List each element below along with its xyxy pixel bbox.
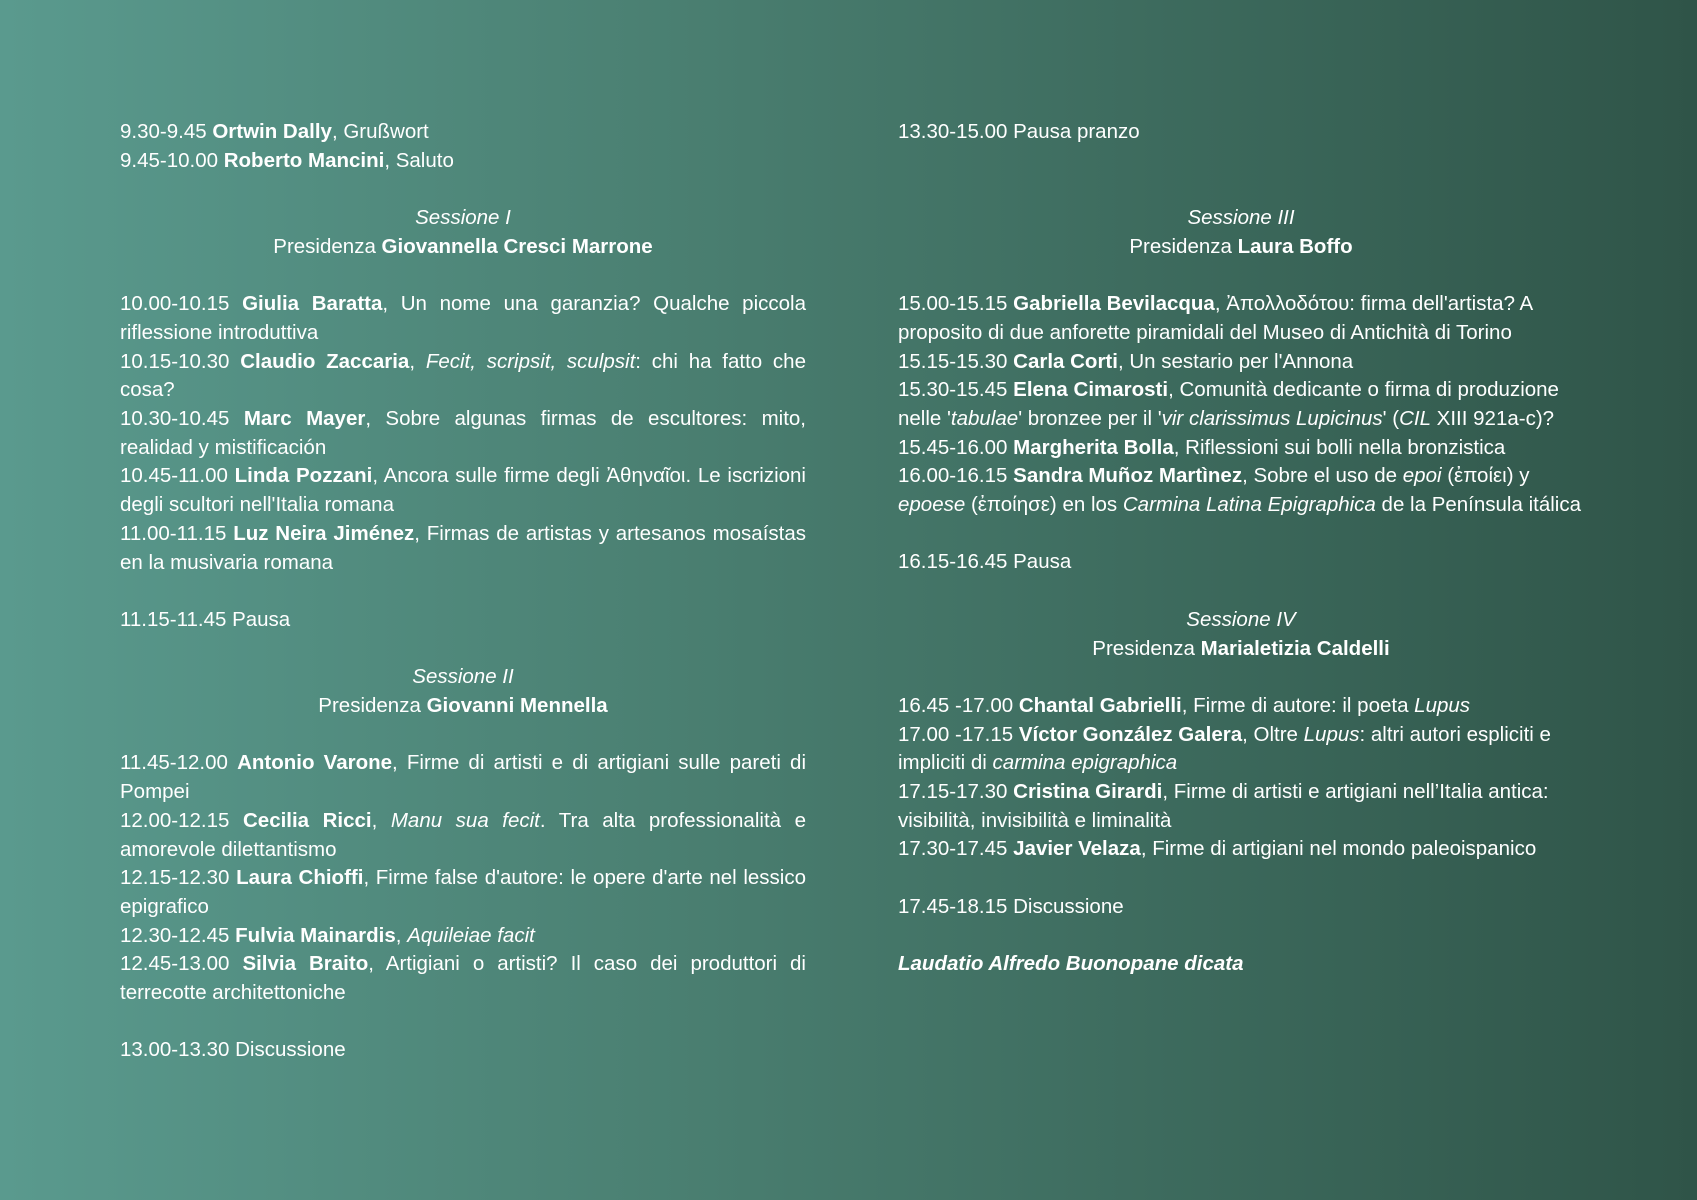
- speaker-name: Fulvia Mainardis: [235, 923, 396, 947]
- speaker-name: Javier Velaza: [1013, 837, 1141, 861]
- program-item: 16.00-16.15 Sandra Muñoz Martìnez, Sobre el uso de epoi (ἐποίει) y epoese (ἐποίησε) en los Carmina Latina Epigraphica de la Península itálica: [898, 464, 1581, 517]
- speaker-name: Gabriella Bevilacqua: [1013, 292, 1215, 316]
- program-item: 11.45-12.00 Antonio Varone, Firme di artisti e di artigiani sulle pareti di Pompei: [120, 751, 806, 804]
- session-chair: Presidenza Laura Boffo: [1129, 234, 1353, 258]
- program-item: 10.15-10.30 Claudio Zaccaria, Fecit, scripsit, sculpsit: chi ha fatto che cosa?: [120, 349, 806, 402]
- speaker-name: Sandra Muñoz Martìnez: [1013, 464, 1243, 488]
- program-item: 15.45-16.00 Margherita Bolla, Riflessioni sui bolli nella bronzistica: [898, 435, 1506, 459]
- program-item: 17.00 -17.15 Víctor González Galera, Oltre Lupus: altri autori espliciti e impliciti di carmina epigraphica: [898, 722, 1551, 775]
- program-item: 17.30-17.45 Javier Velaza, Firme di artigiani nel mondo paleoispanico: [898, 837, 1537, 861]
- pause-item: 11.15-11.45 Pausa: [120, 607, 291, 631]
- speaker-name: Claudio Zaccaria: [240, 349, 410, 373]
- speaker-name: Marc Mayer: [243, 407, 366, 430]
- program-item: 16.45 -17.00 Chantal Gabrielli, Firme di autore: il poeta Lupus: [898, 693, 1471, 717]
- speaker-name: Giulia Baratta: [242, 292, 383, 316]
- program-item: 15.15-15.30 Carla Corti, Un sestario per l'Annona: [898, 349, 1354, 373]
- program-item: 12.45-13.00 Silvia Braito, Artigiani o artisti? Il caso dei produttori di terrecotte architettoniche: [120, 952, 806, 1005]
- program-item: 12.30-12.45 Fulvia Mainardis, Aquileiae facit: [120, 923, 535, 947]
- program-item: 10.00-10.15 Giulia Baratta, Un nome una garanzia? Qualche piccola riflessione introduttiva: [120, 292, 806, 344]
- program-item: 9.45-10.00 Roberto Mancini, Saluto: [120, 148, 454, 172]
- program-item: 17.15-17.30 Cristina Girardi, Firme di artisti e artigiani nell’Italia antica: visibilità, invisibilità e liminalità: [898, 780, 1549, 832]
- discussion-item: 17.45-18.15 Discussione: [898, 894, 1124, 918]
- session-chair: Presidenza Giovannella Cresci Marrone: [273, 234, 653, 258]
- speaker-name: Ortwin Dally: [212, 120, 332, 143]
- speaker-name: Silvia Braito: [242, 952, 369, 976]
- laudatio: Laudatio Alfredo Buonopane dicata: [898, 952, 1244, 976]
- speaker-name: Margherita Bolla: [1013, 435, 1174, 459]
- program-item: 11.00-11.15 Luz Neira Jiménez, Firmas de artistas y artesanos mosaístas en la musivaria romana: [120, 521, 806, 574]
- program-item: 10.45-11.00 Linda Pozzani, Ancora sulle firme degli Ἀθηναῖοι. Le iscrizioni degli scultori nell'Italia romana: [120, 464, 806, 517]
- program-item: 15.00-15.15 Gabriella Bevilacqua, Ἀπολλοδότου: firma dell'artista? A proposito di due anforette piramidali del Museo di Antichità di Torino: [898, 292, 1533, 344]
- program-item: 12.15-12.30 Laura Chioffi, Firme false d'autore: le opere d'arte nel lessico epigrafico: [120, 866, 807, 918]
- lunch-item: 13.30-15.00 Pausa pranzo: [898, 120, 1140, 143]
- speaker-name: Cristina Girardi: [1013, 780, 1163, 804]
- left-column: [120, 118, 806, 1065]
- speaker-name: Víctor González Galera: [1018, 722, 1243, 746]
- speaker-name: Laura Chioffi: [236, 866, 364, 890]
- session-title: Sessione IV: [1186, 607, 1296, 631]
- discussion-item: 13.00-13.30 Discussione: [120, 1038, 346, 1062]
- speaker-name: Elena Cimarosti: [1013, 378, 1169, 402]
- speaker-name: Carla Corti: [1013, 349, 1118, 373]
- session-title: Sessione II: [412, 665, 514, 689]
- program-item: 10.30-10.45 Marc Mayer, Sobre algunas firmas de escultores: mito, realidad y mistificación: [120, 407, 806, 459]
- speaker-name: Roberto Mancini: [223, 148, 385, 172]
- program-item: 9.30-9.45 Ortwin Dally, Grußwort: [120, 120, 429, 143]
- speaker-name: Chantal Gabrielli: [1018, 693, 1182, 717]
- program-item: 15.30-15.45 Elena Cimarosti, Comunità dedicante o firma di produzione nelle 'tabulae' bronzee per il 'vir clarissimus Lupicinus' (CIL XIII 921a-c)?: [898, 378, 1559, 430]
- right-column: [898, 118, 1584, 979]
- speaker-name: Luz Neira Jiménez: [233, 521, 415, 545]
- session-chair: Presidenza Giovanni Mennella: [318, 694, 608, 717]
- speaker-name: Cecilia Ricci: [242, 808, 372, 832]
- session-chair: Presidenza Marialetizia Caldelli: [1092, 636, 1390, 660]
- session-title: Sessione I: [415, 206, 511, 230]
- speaker-name: Linda Pozzani: [234, 464, 373, 488]
- program-item: 12.00-12.15 Cecilia Ricci, Manu sua fecit. Tra alta professionalità e amorevole dilettantismo: [120, 808, 806, 861]
- session-title: Sessione III: [1187, 206, 1295, 230]
- pause-item: 16.15-16.45 Pausa: [898, 550, 1072, 574]
- speaker-name: Antonio Varone: [237, 751, 393, 775]
